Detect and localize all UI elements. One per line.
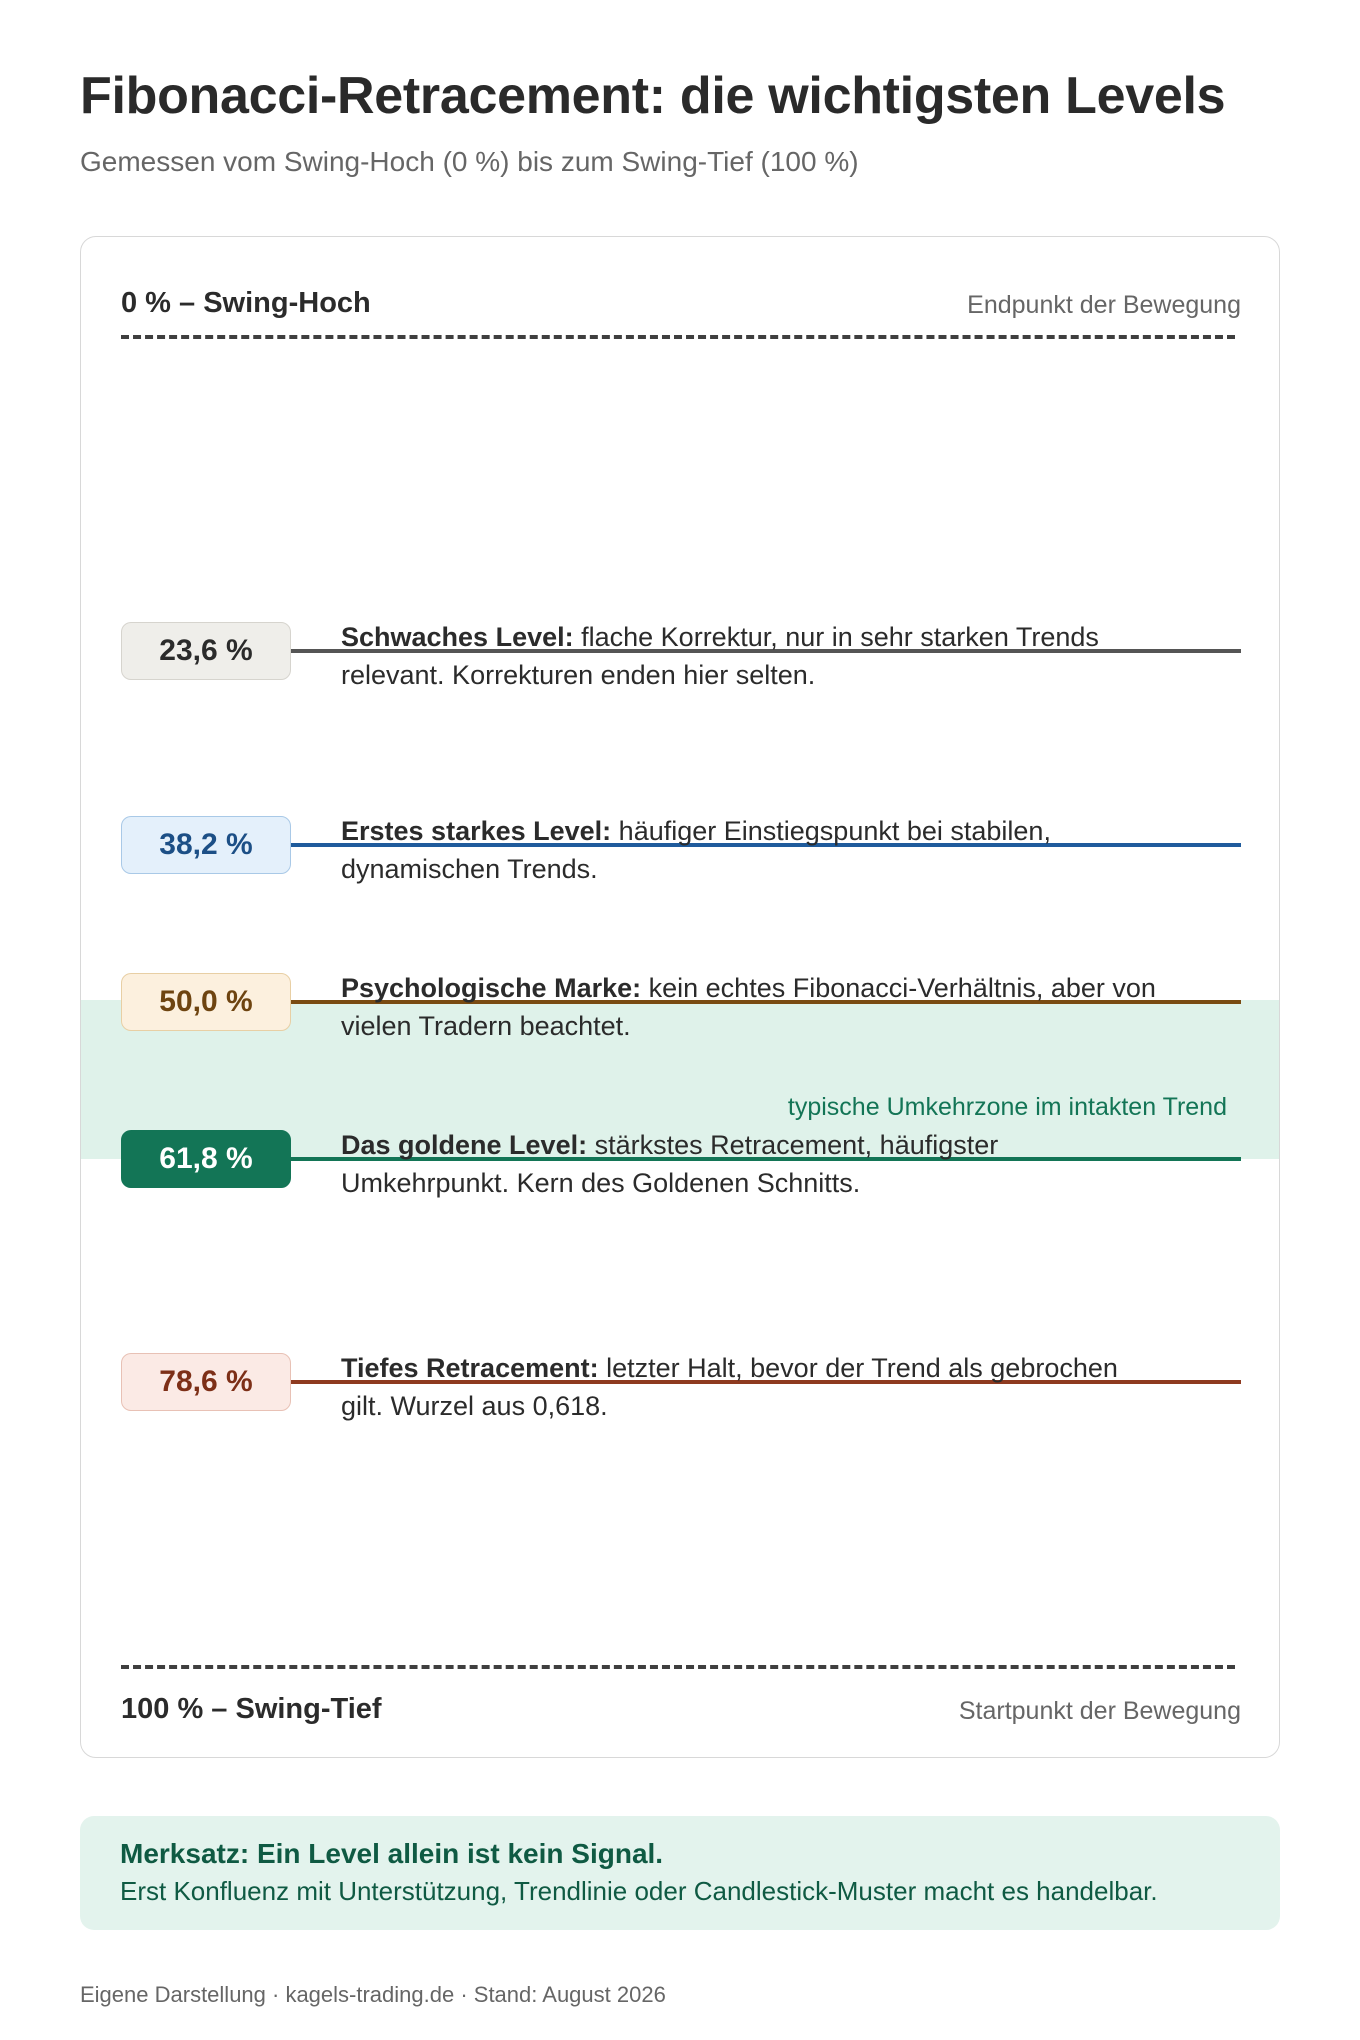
level-description-23-6 bbox=[341, 618, 1161, 694]
page-title: Fibonacci-Retracement: die wichtigsten Levels bbox=[80, 67, 1226, 125]
source-footer: Eigene Darstellung · kagels-trading.de · Stand: August 2026 bbox=[80, 1982, 666, 2007]
level-name: Schwaches Level: bbox=[341, 621, 574, 652]
level-badge-50: 50,0 % bbox=[121, 973, 291, 1031]
level-text: kein echtes Fibonacci-Verhältnis, aber von vielen Tradern beachtet. bbox=[341, 973, 1156, 1041]
level-name: Erstes starkes Level: bbox=[341, 816, 612, 847]
key-takeaway-box bbox=[80, 1816, 1280, 1930]
level-text: stärkstes Retracement, häufigster Umkehrpunkt. Kern des Goldenen Schnitts. bbox=[341, 1129, 999, 1198]
level-name: Das goldene Level: bbox=[341, 1129, 588, 1160]
level-name: Psychologische Marke: bbox=[341, 973, 642, 1003]
swing-high-note: Endpunkt der Bewegung bbox=[967, 291, 1241, 319]
level-badge-78-6: 78,6 % bbox=[121, 1353, 291, 1411]
page-subtitle: Gemessen vom Swing-Hoch (0 %) bis zum Swing-Tief (100 %) bbox=[80, 146, 859, 177]
level-badge-23-6: 23,6 % bbox=[121, 622, 291, 680]
takeaway-text: Erst Konfluenz mit Unterstützung, Trendlinie oder Candlestick-Muster macht es handelbar. bbox=[120, 1876, 1158, 1906]
level-text: häufiger Einstiegspunkt bei stabilen, dynamischen Trends. bbox=[341, 816, 1051, 885]
level-description-61-8 bbox=[341, 1126, 1161, 1202]
level-description-78-6 bbox=[341, 1349, 1161, 1425]
level-badge-38-2: 38,2 % bbox=[121, 816, 291, 874]
level-badge-61-8: 61,8 % bbox=[121, 1130, 291, 1188]
swing-high-line bbox=[121, 335, 1235, 339]
level-text: letzter Halt, bevor der Trend als gebrochen gilt. Wurzel aus 0,618. bbox=[341, 1353, 1118, 1422]
reversal-zone-label: typische Umkehrzone im intakten Trend bbox=[787, 1092, 1227, 1121]
swing-low-label: 100 % – Swing-Tief bbox=[121, 1693, 382, 1725]
level-text: flache Korrektur, nur in sehr starken Trends relevant. Korrekturen enden hier selten. bbox=[341, 621, 1099, 690]
swing-high-label: 0 % – Swing-Hoch bbox=[121, 287, 371, 319]
level-description-50 bbox=[341, 969, 1161, 1045]
level-description-38-2 bbox=[341, 812, 1161, 888]
swing-low-note: Startpunkt der Bewegung bbox=[958, 1697, 1241, 1725]
swing-low-line bbox=[121, 1665, 1235, 1669]
retracement-diagram bbox=[80, 236, 1280, 1758]
takeaway-title: Merksatz: Ein Level allein ist kein Signal. bbox=[120, 1838, 664, 1869]
level-name: Tiefes Retracement: bbox=[341, 1353, 599, 1384]
